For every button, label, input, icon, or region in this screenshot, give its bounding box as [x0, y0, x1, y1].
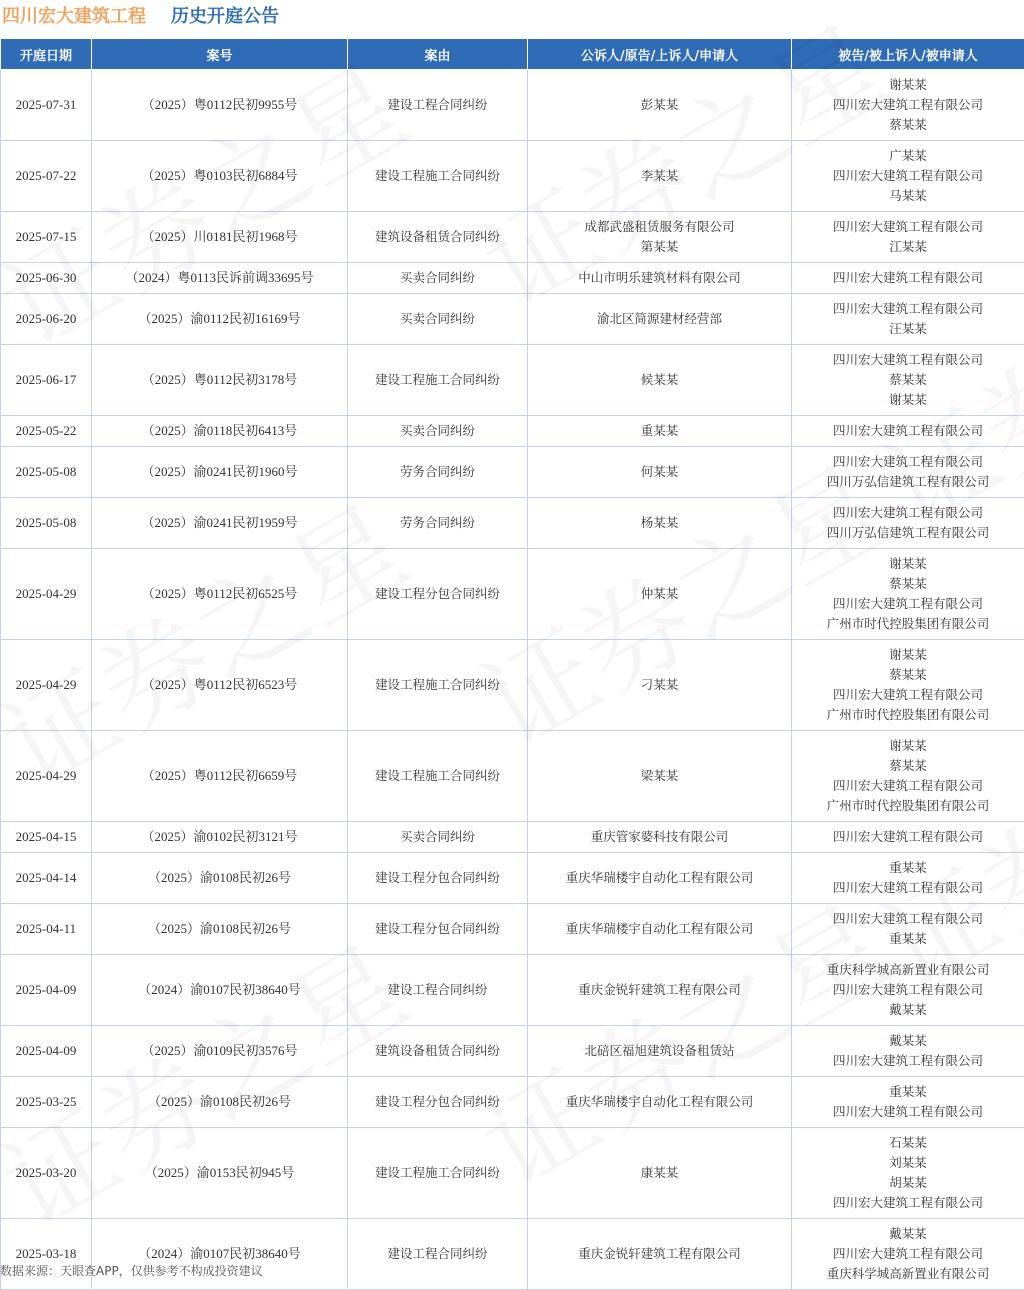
- plaintiff-name: 李某某: [530, 166, 789, 186]
- defendant-name: 戴某某: [794, 1031, 1022, 1051]
- case-number-cell: （2025）川0181民初1968号: [92, 212, 348, 263]
- defendant-cell: [792, 416, 1024, 447]
- case-cause-cell: 劳务合同纠纷: [348, 447, 528, 498]
- hearing-date-cell: 2025-04-09: [1, 1026, 92, 1077]
- column-header-cause: 案由: [348, 39, 528, 70]
- case-cause-cell: 劳务合同纠纷: [348, 498, 528, 549]
- plaintiff-name: 梁某某: [530, 766, 789, 786]
- table-row: [1, 1026, 1024, 1077]
- plaintiff-cell: [528, 1026, 792, 1077]
- defendant-name: 戴某某: [794, 1000, 1022, 1020]
- table-row: [1, 345, 1024, 416]
- case-number-cell: （2025）渝0108民初26号: [92, 853, 348, 904]
- defendant-cell: [792, 1077, 1024, 1128]
- table-row: [1, 853, 1024, 904]
- defendant-cell: [792, 1219, 1024, 1290]
- case-number-cell: （2025）渝0241民初1960号: [92, 447, 348, 498]
- defendant-name: 广某某: [794, 146, 1022, 166]
- table-row: [1, 640, 1024, 731]
- column-header-date: 开庭日期: [1, 39, 92, 70]
- hearing-date-cell: 2025-03-18: [1, 1219, 92, 1290]
- defendant-name: 谢某某: [794, 390, 1022, 410]
- hearing-date-cell: 2025-05-08: [1, 447, 92, 498]
- plaintiff-name: 中山市明乐建筑材料有限公司: [530, 268, 789, 288]
- defendant-name: 四川宏大建筑工程有限公司: [794, 776, 1022, 796]
- defendant-cell: [792, 822, 1024, 853]
- table-row: [1, 447, 1024, 498]
- case-number-cell: （2024）渝0107民初38640号: [92, 1219, 348, 1290]
- case-number-cell: （2025）渝0109民初3576号: [92, 1026, 348, 1077]
- case-number-cell: （2025）渝0241民初1959号: [92, 498, 348, 549]
- case-number-cell: （2025）渝0112民初16169号: [92, 294, 348, 345]
- table-body: [1, 70, 1024, 1290]
- plaintiff-name: 彭某某: [530, 95, 789, 115]
- case-cause-cell: 建设工程合同纠纷: [348, 1219, 528, 1290]
- plaintiff-cell: [528, 731, 792, 822]
- case-number-cell: （2025）渝0108民初26号: [92, 1077, 348, 1128]
- case-number-cell: （2025）粤0103民初6884号: [92, 141, 348, 212]
- defendant-name: 戴某某: [794, 1224, 1022, 1244]
- defendant-name: 重庆科学城高新置业有限公司: [794, 1264, 1022, 1284]
- table-row: [1, 141, 1024, 212]
- hearing-date-cell: 2025-06-30: [1, 263, 92, 294]
- defendant-name: 胡某某: [794, 1173, 1022, 1193]
- case-cause-cell: 建设工程合同纠纷: [348, 70, 528, 141]
- case-cause-cell: 买卖合同纠纷: [348, 822, 528, 853]
- hearing-date-cell: 2025-07-15: [1, 212, 92, 263]
- plaintiff-cell: [528, 640, 792, 731]
- plaintiff-cell: [528, 822, 792, 853]
- case-cause-cell: 建设工程施工合同纠纷: [348, 141, 528, 212]
- plaintiff-cell: [528, 853, 792, 904]
- plaintiff-cell: [528, 498, 792, 549]
- defendant-name: 四川宏大建筑工程有限公司: [794, 217, 1022, 237]
- plaintiff-cell: [528, 294, 792, 345]
- hearing-date-cell: 2025-04-29: [1, 549, 92, 640]
- defendant-name: 四川宏大建筑工程有限公司: [794, 421, 1022, 441]
- defendant-name: 四川宏大建筑工程有限公司: [794, 95, 1022, 115]
- table-row: [1, 1128, 1024, 1219]
- table-row: [1, 263, 1024, 294]
- plaintiff-name: 重某某: [530, 421, 789, 441]
- defendant-name: 四川宏大建筑工程有限公司: [794, 1102, 1022, 1122]
- defendant-name: 四川宏大建筑工程有限公司: [794, 299, 1022, 319]
- defendant-name: 四川宏大建筑工程有限公司: [794, 594, 1022, 614]
- plaintiff-name: 仲某某: [530, 584, 789, 604]
- defendant-cell: [792, 640, 1024, 731]
- defendant-name: 广州市时代控股集团有限公司: [794, 705, 1022, 725]
- defendant-cell: [792, 549, 1024, 640]
- table-row: [1, 294, 1024, 345]
- defendant-name: 四川宏大建筑工程有限公司: [794, 1193, 1022, 1213]
- defendant-name: 谢某某: [794, 554, 1022, 574]
- hearing-date-cell: 2025-04-11: [1, 904, 92, 955]
- column-header-case-no: 案号: [92, 39, 348, 70]
- defendant-name: 四川宏大建筑工程有限公司: [794, 909, 1022, 929]
- plaintiff-name: 候某某: [530, 370, 789, 390]
- case-cause-cell: 买卖合同纠纷: [348, 416, 528, 447]
- hearing-date-cell: 2025-04-15: [1, 822, 92, 853]
- hearing-date-cell: 2025-04-29: [1, 731, 92, 822]
- table-header-row: [1, 39, 1024, 70]
- plaintiff-cell: [528, 141, 792, 212]
- defendant-name: 四川宏大建筑工程有限公司: [794, 268, 1022, 288]
- case-cause-cell: 建设工程分包合同纠纷: [348, 904, 528, 955]
- plaintiff-name: 杨某某: [530, 513, 789, 533]
- defendant-name: 重某某: [794, 929, 1022, 949]
- hearing-date-cell: 2025-05-22: [1, 416, 92, 447]
- defendant-cell: [792, 955, 1024, 1026]
- column-header-plaintiff: 公诉人/原告/上诉人/申请人: [528, 39, 792, 70]
- plaintiff-name: 重庆华瑞楼宇自动化工程有限公司: [530, 868, 789, 888]
- table-row: [1, 212, 1024, 263]
- column-header-defendant: 被告/被上诉人/被申请人: [792, 39, 1024, 70]
- defendant-name: 蔡某某: [794, 115, 1022, 135]
- defendant-name: 汪某某: [794, 319, 1022, 339]
- plaintiff-name: 刁某某: [530, 675, 789, 695]
- plaintiff-cell: [528, 70, 792, 141]
- defendant-cell: [792, 904, 1024, 955]
- defendant-name: 四川万弘信建筑工程有限公司: [794, 523, 1022, 543]
- case-number-cell: （2025）粤0112民初3178号: [92, 345, 348, 416]
- defendant-name: 四川宏大建筑工程有限公司: [794, 685, 1022, 705]
- plaintiff-cell: [528, 447, 792, 498]
- plaintiff-name: 何某某: [530, 462, 789, 482]
- defendant-cell: [792, 263, 1024, 294]
- defendant-name: 谢某某: [794, 645, 1022, 665]
- case-cause-cell: 建设工程合同纠纷: [348, 955, 528, 1026]
- title-bar: [0, 0, 1024, 34]
- case-cause-cell: 建设工程分包合同纠纷: [348, 549, 528, 640]
- hearing-date-cell: 2025-06-17: [1, 345, 92, 416]
- defendant-cell: [792, 212, 1024, 263]
- case-number-cell: （2025）粤0112民初9955号: [92, 70, 348, 141]
- case-number-cell: （2024）渝0107民初38640号: [92, 955, 348, 1026]
- defendant-name: 重某某: [794, 858, 1022, 878]
- defendant-cell: [792, 1128, 1024, 1219]
- hearing-date-cell: 2025-03-20: [1, 1128, 92, 1219]
- table-row: [1, 822, 1024, 853]
- hearing-date-cell: 2025-05-08: [1, 498, 92, 549]
- case-cause-cell: 建设工程施工合同纠纷: [348, 345, 528, 416]
- defendant-cell: [792, 447, 1024, 498]
- case-cause-cell: 建设工程施工合同纠纷: [348, 1128, 528, 1219]
- defendant-cell: [792, 853, 1024, 904]
- hearing-date-cell: 2025-06-20: [1, 294, 92, 345]
- plaintiff-cell: [528, 212, 792, 263]
- plaintiff-cell: [528, 904, 792, 955]
- defendant-name: 蔡某某: [794, 370, 1022, 390]
- case-number-cell: （2024）粤0113民诉前调33695号: [92, 263, 348, 294]
- defendant-name: 四川宏大建筑工程有限公司: [794, 1244, 1022, 1264]
- defendant-cell: [792, 70, 1024, 141]
- hearing-date-cell: 2025-04-09: [1, 955, 92, 1026]
- case-cause-cell: 建设工程施工合同纠纷: [348, 731, 528, 822]
- defendant-name: 石某某: [794, 1133, 1022, 1153]
- defendant-name: 蔡某某: [794, 665, 1022, 685]
- plaintiff-name: 第某某: [530, 237, 789, 257]
- plaintiff-cell: [528, 955, 792, 1026]
- defendant-name: 马某某: [794, 186, 1022, 206]
- case-cause-cell: 买卖合同纠纷: [348, 263, 528, 294]
- case-cause-cell: 建设工程分包合同纠纷: [348, 1077, 528, 1128]
- case-cause-cell: 建设工程分包合同纠纷: [348, 853, 528, 904]
- table-row: [1, 70, 1024, 141]
- defendant-cell: [792, 141, 1024, 212]
- data-source-note: 数据来源：天眼查APP，仅供参考不构成投资建议: [0, 1262, 263, 1279]
- table-row: [1, 955, 1024, 1026]
- plaintiff-cell: [528, 263, 792, 294]
- company-name: 四川宏大建筑工程: [2, 2, 146, 28]
- defendant-cell: [792, 731, 1024, 822]
- defendant-name: 蔡某某: [794, 574, 1022, 594]
- page-title: 历史开庭公告: [171, 2, 279, 28]
- plaintiff-name: 重庆金锐轩建筑工程有限公司: [530, 980, 789, 1000]
- defendant-name: 四川宏大建筑工程有限公司: [794, 1051, 1022, 1071]
- plaintiff-cell: [528, 416, 792, 447]
- plaintiff-cell: [528, 549, 792, 640]
- defendant-name: 四川宏大建筑工程有限公司: [794, 827, 1022, 847]
- case-cause-cell: 建设工程施工合同纠纷: [348, 640, 528, 731]
- plaintiff-name: 重庆金锐轩建筑工程有限公司: [530, 1244, 789, 1264]
- table-row: [1, 904, 1024, 955]
- plaintiff-cell: [528, 1077, 792, 1128]
- defendant-name: 四川宏大建筑工程有限公司: [794, 980, 1022, 1000]
- case-number-cell: （2025）粤0112民初6523号: [92, 640, 348, 731]
- plaintiff-cell: [528, 1219, 792, 1290]
- table-row: [1, 498, 1024, 549]
- defendant-cell: [792, 294, 1024, 345]
- case-cause-cell: 建筑设备租赁合同纠纷: [348, 1026, 528, 1077]
- case-cause-cell: 建筑设备租赁合同纠纷: [348, 212, 528, 263]
- defendant-name: 蔡某某: [794, 756, 1022, 776]
- plaintiff-name: 康某某: [530, 1163, 789, 1183]
- defendant-cell: [792, 345, 1024, 416]
- hearing-date-cell: 2025-07-22: [1, 141, 92, 212]
- case-number-cell: （2025）粤0112民初6659号: [92, 731, 348, 822]
- plaintiff-name: 渝北区简源建材经营部: [530, 309, 789, 329]
- case-number-cell: （2025）渝0102民初3121号: [92, 822, 348, 853]
- defendant-cell: [792, 1026, 1024, 1077]
- plaintiff-name: 重庆华瑞楼宇自动化工程有限公司: [530, 919, 789, 939]
- hearing-date-cell: 2025-07-31: [1, 70, 92, 141]
- defendant-name: 四川宏大建筑工程有限公司: [794, 166, 1022, 186]
- defendant-name: 四川宏大建筑工程有限公司: [794, 503, 1022, 523]
- plaintiff-cell: [528, 1128, 792, 1219]
- case-number-cell: （2025）渝0153民初945号: [92, 1128, 348, 1219]
- table-row: [1, 1077, 1024, 1128]
- plaintiff-name: 成都武盛租赁服务有限公司: [530, 217, 789, 237]
- defendant-name: 江某某: [794, 237, 1022, 257]
- defendant-cell: [792, 498, 1024, 549]
- defendant-name: 四川宏大建筑工程有限公司: [794, 350, 1022, 370]
- case-number-cell: （2025）渝0108民初26号: [92, 904, 348, 955]
- defendant-name: 谢某某: [794, 75, 1022, 95]
- hearing-table: [0, 38, 1024, 1290]
- defendant-name: 四川万弘信建筑工程有限公司: [794, 472, 1022, 492]
- plaintiff-name: 北碚区福旭建筑设备租赁站: [530, 1041, 789, 1061]
- table-row: [1, 549, 1024, 640]
- defendant-name: 四川宏大建筑工程有限公司: [794, 452, 1022, 472]
- hearing-date-cell: 2025-03-25: [1, 1077, 92, 1128]
- defendant-name: 重庆科学城高新置业有限公司: [794, 960, 1022, 980]
- defendant-name: 四川宏大建筑工程有限公司: [794, 878, 1022, 898]
- plaintiff-name: 重庆管家婆科技有限公司: [530, 827, 789, 847]
- table-row: [1, 416, 1024, 447]
- hearing-date-cell: 2025-04-29: [1, 640, 92, 731]
- table-row: [1, 731, 1024, 822]
- defendant-name: 刘某某: [794, 1153, 1022, 1173]
- plaintiff-cell: [528, 345, 792, 416]
- case-number-cell: （2025）渝0118民初6413号: [92, 416, 348, 447]
- defendant-name: 广州市时代控股集团有限公司: [794, 796, 1022, 816]
- case-cause-cell: 买卖合同纠纷: [348, 294, 528, 345]
- defendant-name: 广州市时代控股集团有限公司: [794, 614, 1022, 634]
- hearing-date-cell: 2025-04-14: [1, 853, 92, 904]
- defendant-name: 谢某某: [794, 736, 1022, 756]
- defendant-name: 重某某: [794, 1082, 1022, 1102]
- plaintiff-name: 重庆华瑞楼宇自动化工程有限公司: [530, 1092, 789, 1112]
- case-number-cell: （2025）粤0112民初6525号: [92, 549, 348, 640]
